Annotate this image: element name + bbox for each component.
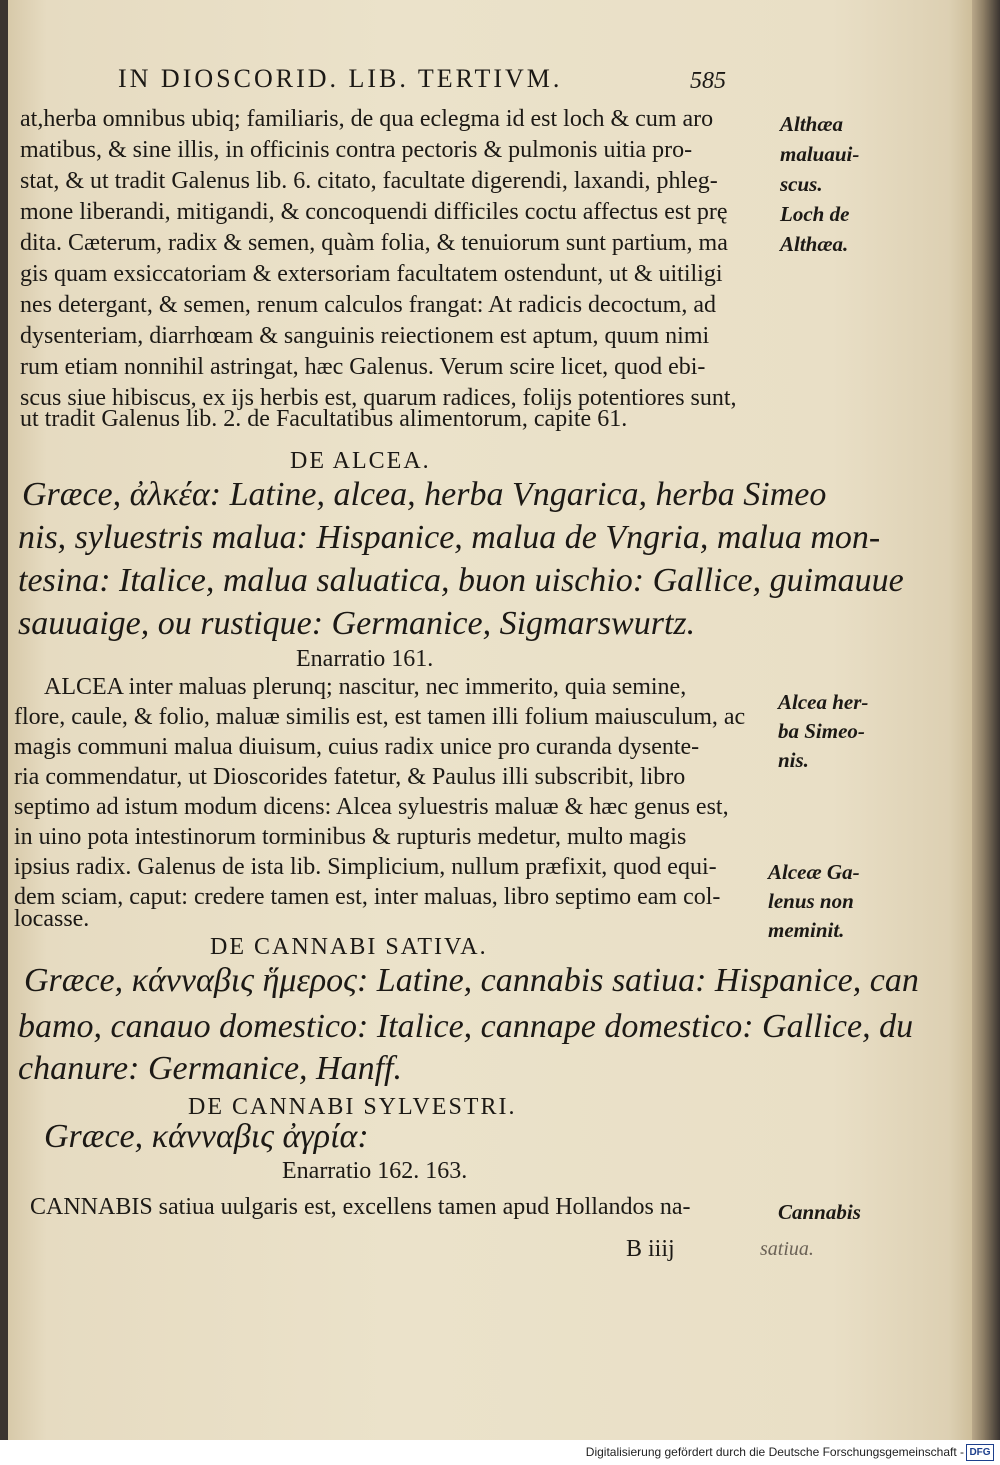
- dfg-logo: DFG: [966, 1444, 994, 1461]
- text-line: ut tradit Galenus lib. 2. de Facultatibus alimentorum, capite 61.: [20, 406, 628, 432]
- text-line: mone liberandi, mitigandi, & concoquendi difficiles coctu affectus est prę: [20, 199, 728, 225]
- section-heading-alcea: DE ALCEA.: [290, 448, 431, 474]
- names-line: sauuaige, ou rustique: Germanice, Sigmarswurtz.: [18, 605, 696, 642]
- folio-number: 585: [690, 68, 726, 94]
- margin-note-line: maluaui-: [780, 142, 860, 166]
- text-line: flore, caule, & folio, maluæ similis est, est tamen illi folium maiusculum, ac: [14, 704, 746, 730]
- pencil-annotation: satiua.: [760, 1238, 814, 1260]
- signature-mark: B iiij: [626, 1236, 675, 1262]
- margin-note-line: Althæa.: [780, 232, 849, 256]
- text-line: dita. Cæterum, radix & semen, quàm folia, & tenuiorum sunt partium, ma: [20, 230, 728, 256]
- section-heading-cannabi-sylvestri: DE CANNABI SYLVESTRI.: [188, 1094, 517, 1120]
- text-line: dem sciam, caput: credere tamen est, inter maluas, libro septimo eam col-: [14, 884, 721, 910]
- margin-note-line: Alcea her-: [778, 690, 869, 714]
- footer-credit: Digitalisierung gefördert durch die Deutsche Forschungsgemeinschaft -: [585, 1445, 964, 1459]
- margin-note-line: lenus non: [768, 889, 854, 913]
- text-line: matibus, & sine illis, in officinis contra pectoris & pulmonis uitia pro-: [20, 137, 693, 163]
- text-line: rum etiam nonnihil astringat, hæc Galenus. Verum scire licet, quod ebi-: [20, 354, 706, 380]
- section-heading-cannabi-sativa: DE CANNABI SATIVA.: [210, 934, 488, 960]
- names-line: Græce, κάνναβις ἥμερος: Latine, cannabis satiua: Hispanice, can: [24, 962, 919, 999]
- names-line: Græce, ἀλκέα: Latine, alcea, herba Vngarica, herba Simeo: [22, 476, 827, 513]
- text-line: gis quam exsiccatoriam & extersoriam facultatem ostendunt, ut & uitiligi: [20, 261, 723, 287]
- page-fore-edge: [972, 0, 1000, 1440]
- text-line: at,herba omnibus ubiq; familiaris, de qua eclegma id est loch & cum aro: [20, 106, 714, 132]
- text-line: dysenteriam, diarrhœam & sanguinis reiectionem est aptum, quum nimi: [20, 323, 710, 349]
- text-line: CANNABIS satiua uulgaris est, excellens tamen apud Hollandos na-: [30, 1194, 691, 1220]
- names-line: chanure: Germanice, Hanff.: [18, 1050, 402, 1087]
- text-line: ALCEA inter maluas plerunq; nascitur, nec immerito, quia semine,: [44, 674, 687, 700]
- text-line: in uino pota intestinorum torminibus & rupturis medetur, multo magis: [14, 824, 687, 850]
- footer-bar: [0, 1440, 1000, 1465]
- enarratio-161: Enarratio 161.: [296, 646, 434, 672]
- margin-note-cannabis: Cannabis: [778, 1200, 861, 1224]
- sylvestri-names: Græce, κάνναβις ἀγρία:: [44, 1118, 369, 1155]
- margin-note-line: scus.: [780, 172, 823, 196]
- margin-note-line: ba Simeo-: [778, 719, 865, 743]
- names-line: bamo, canauo domestico: Italice, cannape domestico: Gallice, du: [18, 1008, 914, 1045]
- names-line: tesina: Italice, malua saluatica, buon uischio: Gallice, guimauue: [18, 562, 904, 599]
- text-line: magis communi malua diuisum, cuius radix unice pro curanda dysente-: [14, 734, 700, 760]
- text-line: stat, & ut tradit Galenus lib. 6. citato, facultate digerendi, laxandi, phleg-: [20, 168, 718, 194]
- margin-note-line: Loch de: [780, 202, 850, 226]
- text-line: nes detergant, & semen, renum calculos frangat: At radicis decoctum, ad: [20, 292, 716, 318]
- names-line: nis, syluestris malua: Hispanice, malua de Vngria, malua mon-: [18, 519, 881, 556]
- margin-note-line: nis.: [778, 748, 809, 772]
- text-line: scus siue hibiscus, ex ijs herbis est, quarum radices, folijs potentiores sunt,: [20, 385, 737, 411]
- margin-note-line: meminit.: [768, 918, 845, 942]
- running-head: IN DIOSCORID. LIB. TERTIVM.: [118, 64, 563, 93]
- text-line: ipsius radix. Galenus de ista lib. Simplicium, nullum præfixit, quod equi-: [14, 854, 717, 880]
- text-line: septimo ad istum modum dicens: Alcea syluestris maluæ & hæc genus est,: [14, 794, 729, 820]
- margin-note-line: Althæa: [780, 112, 844, 136]
- margin-note-line: Alceæ Ga-: [768, 860, 860, 884]
- text-line: ria commendatur, ut Dioscorides fatetur, & Paulus illi subscribit, libro: [14, 764, 686, 790]
- enarratio-162-163: Enarratio 162. 163.: [282, 1158, 468, 1184]
- text-line: locasse.: [14, 906, 90, 932]
